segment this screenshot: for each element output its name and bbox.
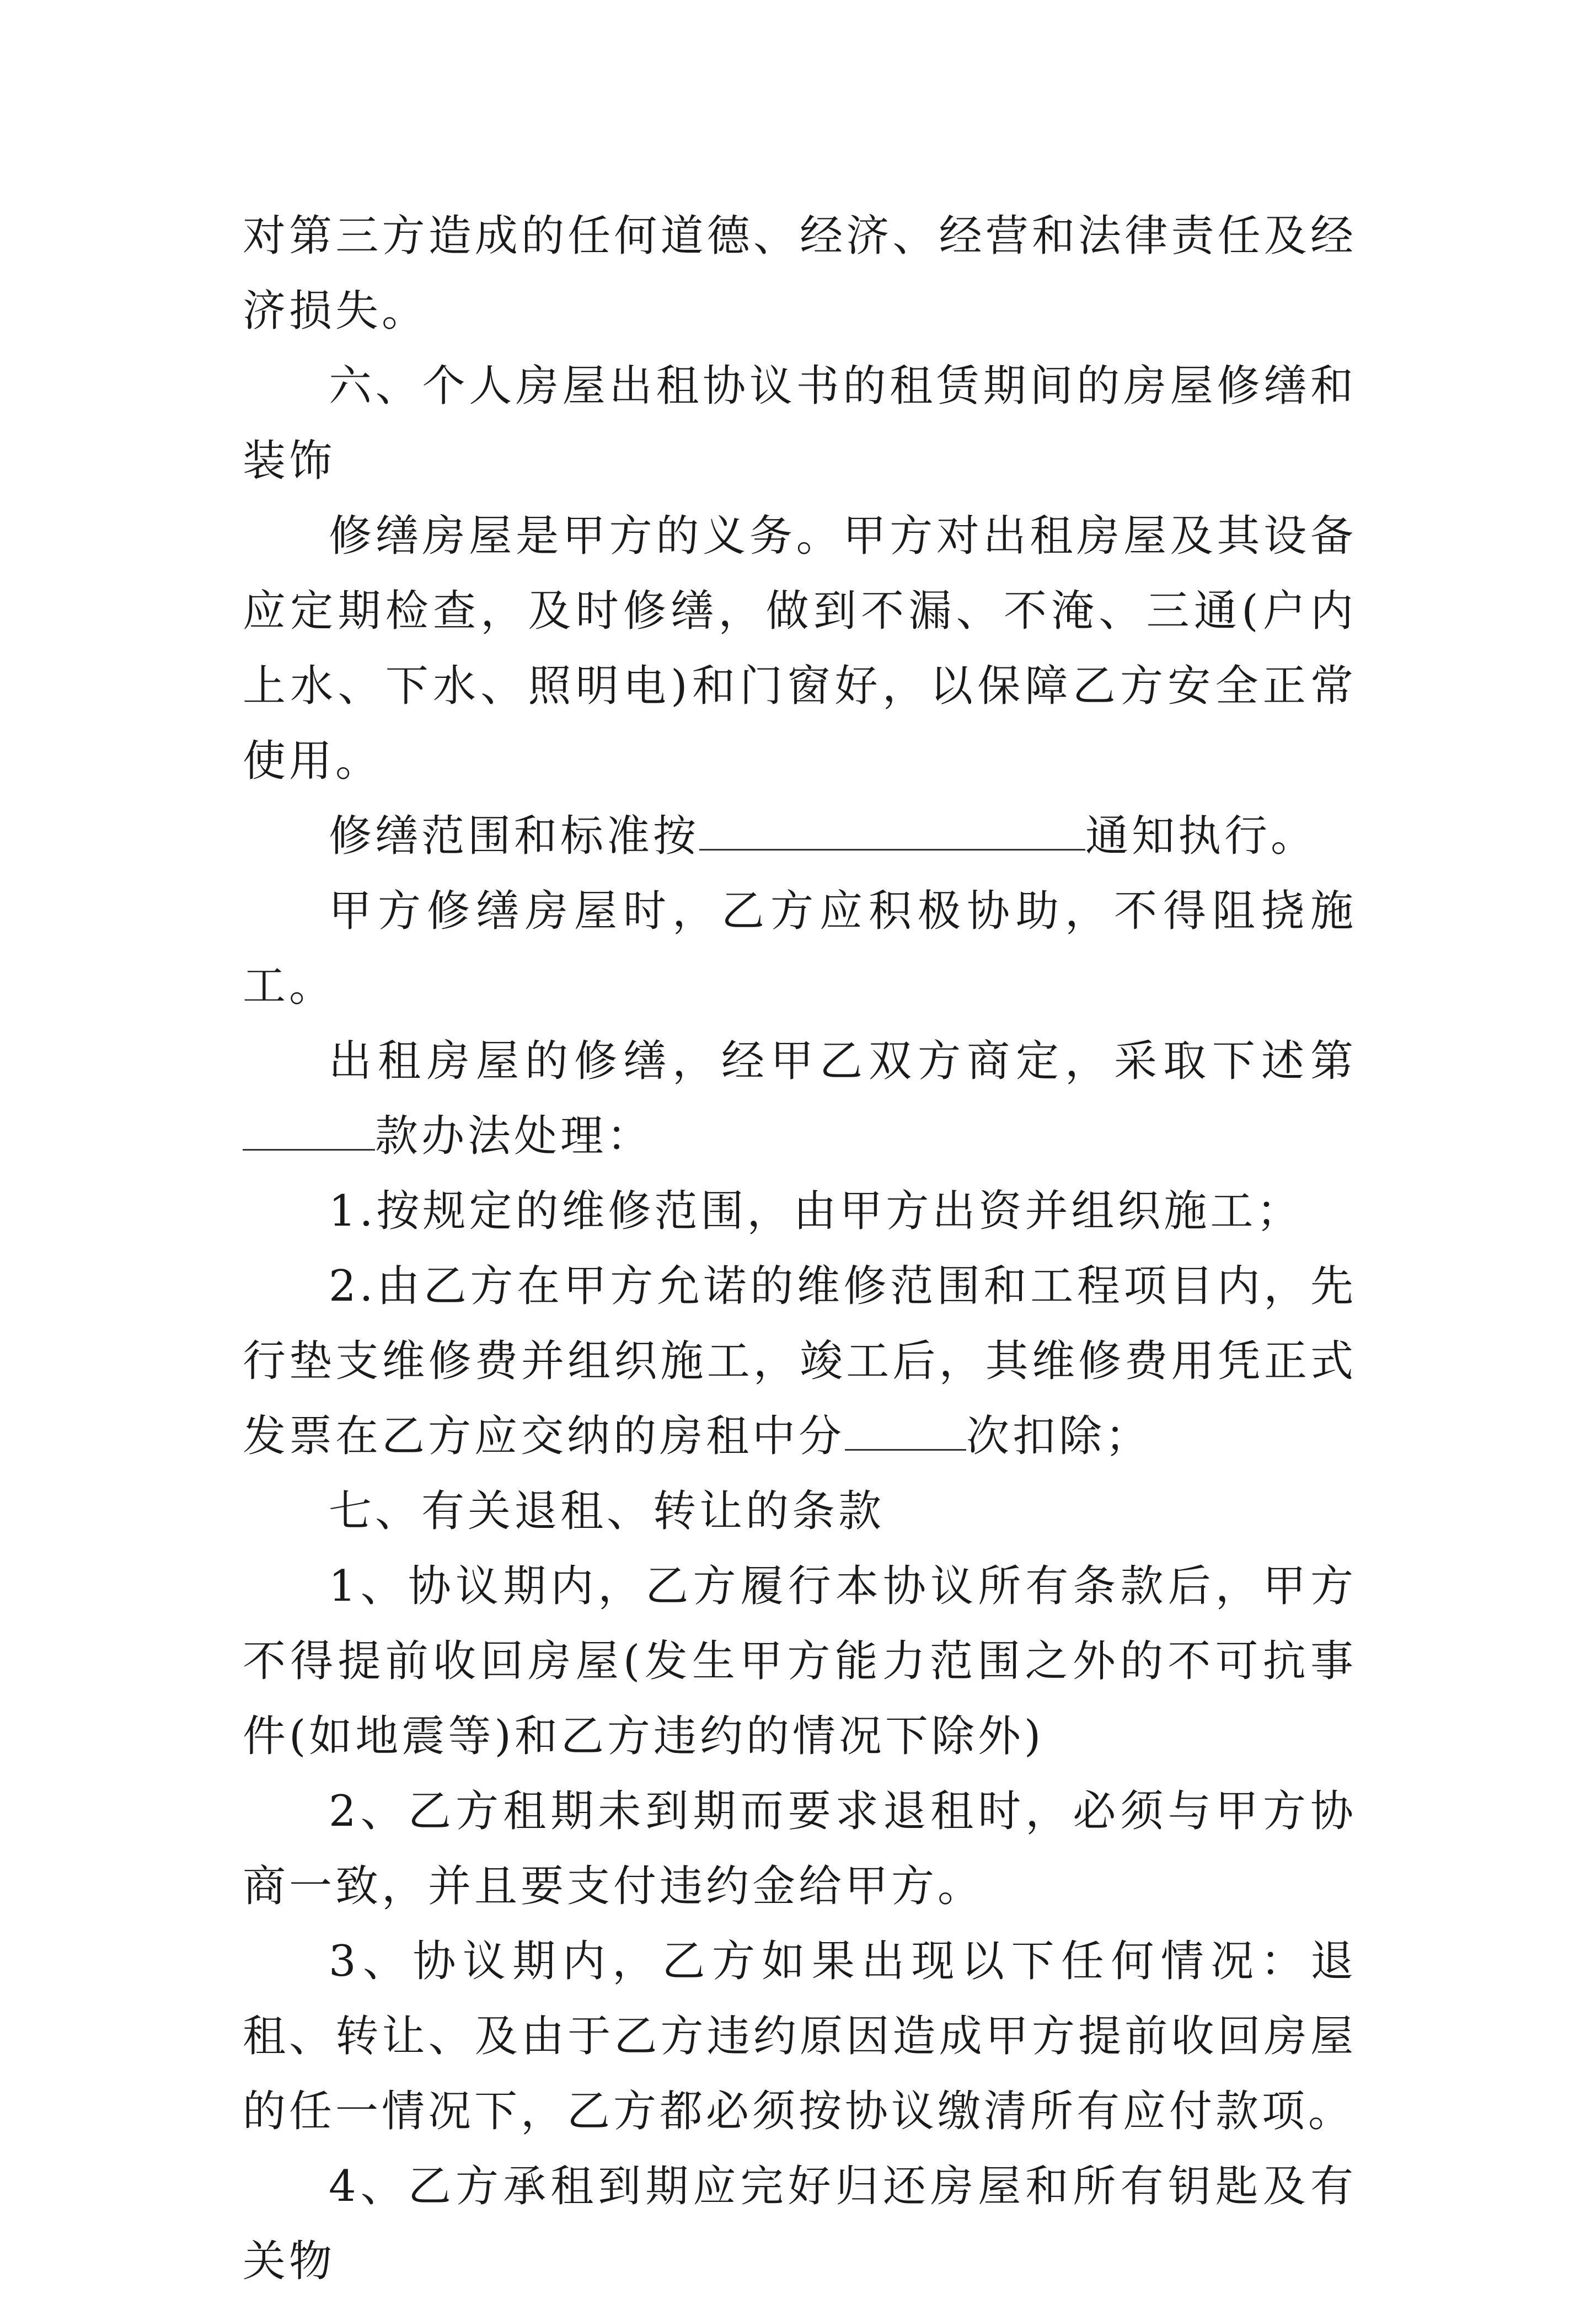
paragraph-landlord-repair-duty: 修缮房屋是甲方的义务。甲方对出租房屋及其设备应定期检查，及时修缮，做到不漏、不淹、三通(户内上水、下水、照明电)和门窗好，以保障乙方安全正常使用。 xyxy=(243,511,1357,786)
paragraph-termination-1: 1、协议期内，乙方履行本协议所有条款后，甲方不得提前收回房屋(发生甲方能力范围之外的不可抗事件(如地震等)和乙方违约的情况下除外) xyxy=(243,1562,1357,1761)
repair-standard-blank[interactable] xyxy=(699,809,1085,851)
repair-method-number-blank[interactable] xyxy=(243,1109,375,1151)
section-heading-termination: 七、有关退租、转让的条款 xyxy=(329,1487,885,1536)
paragraph-method-2 xyxy=(243,1249,1357,1474)
paragraph-tenant-cooperation: 甲方修缮房屋时，乙方应积极协助，不得阻挠施工。 xyxy=(243,886,1357,1011)
repair-method-text-after: 款办法处理： xyxy=(375,1111,654,1161)
document-body xyxy=(243,199,1357,2299)
paragraph-method-1: 1.按规定的维修范围，由甲方出资并组织施工； xyxy=(329,1186,1303,1236)
method-2-text-after: 次扣除； xyxy=(966,1412,1152,1461)
paragraph-repair-scope xyxy=(243,799,1357,874)
paragraph-termination-2: 2、乙方租期未到期而要求退租时，必须与甲方协商一致，并且要支付违约金给甲方。 xyxy=(243,1787,1357,1911)
repair-scope-text-after: 通知执行。 xyxy=(1085,811,1317,861)
method-2-text-before: 2.由乙方在甲方允诺的维修范围和工程项目内，先行垫支维修费并组织施工，竣工后，其维修费用凭正式发票在乙方应交纳的房租中分 xyxy=(243,1261,1357,1461)
repair-method-text-before: 出租房屋的修缮，经甲乙双方商定，采取下述第 xyxy=(329,1036,1357,1086)
section-heading-repairs: 六、个人房屋出租协议书的租赁期间的房屋修缮和装饰 xyxy=(243,361,1357,486)
paragraph-repair-method xyxy=(243,1024,1357,1174)
paragraph-termination-3: 3、协议期内，乙方如果出现以下任何情况：退租、转让、及由于乙方违约原因造成甲方提前收回房屋的任一情况下，乙方都必须按协议缴清所有应付款项。 xyxy=(243,1937,1357,2136)
paragraph-third-party-liability: 对第三方造成的任何道德、经济、经营和法律责任及经济损失。 xyxy=(243,211,1357,336)
paragraph-termination-4: 4、乙方承租到期应完好归还房屋和所有钥匙及有关物 xyxy=(243,2162,1357,2286)
deduction-count-blank[interactable] xyxy=(845,1409,966,1451)
repair-scope-text-before: 修缮范围和标准按 xyxy=(329,811,700,861)
